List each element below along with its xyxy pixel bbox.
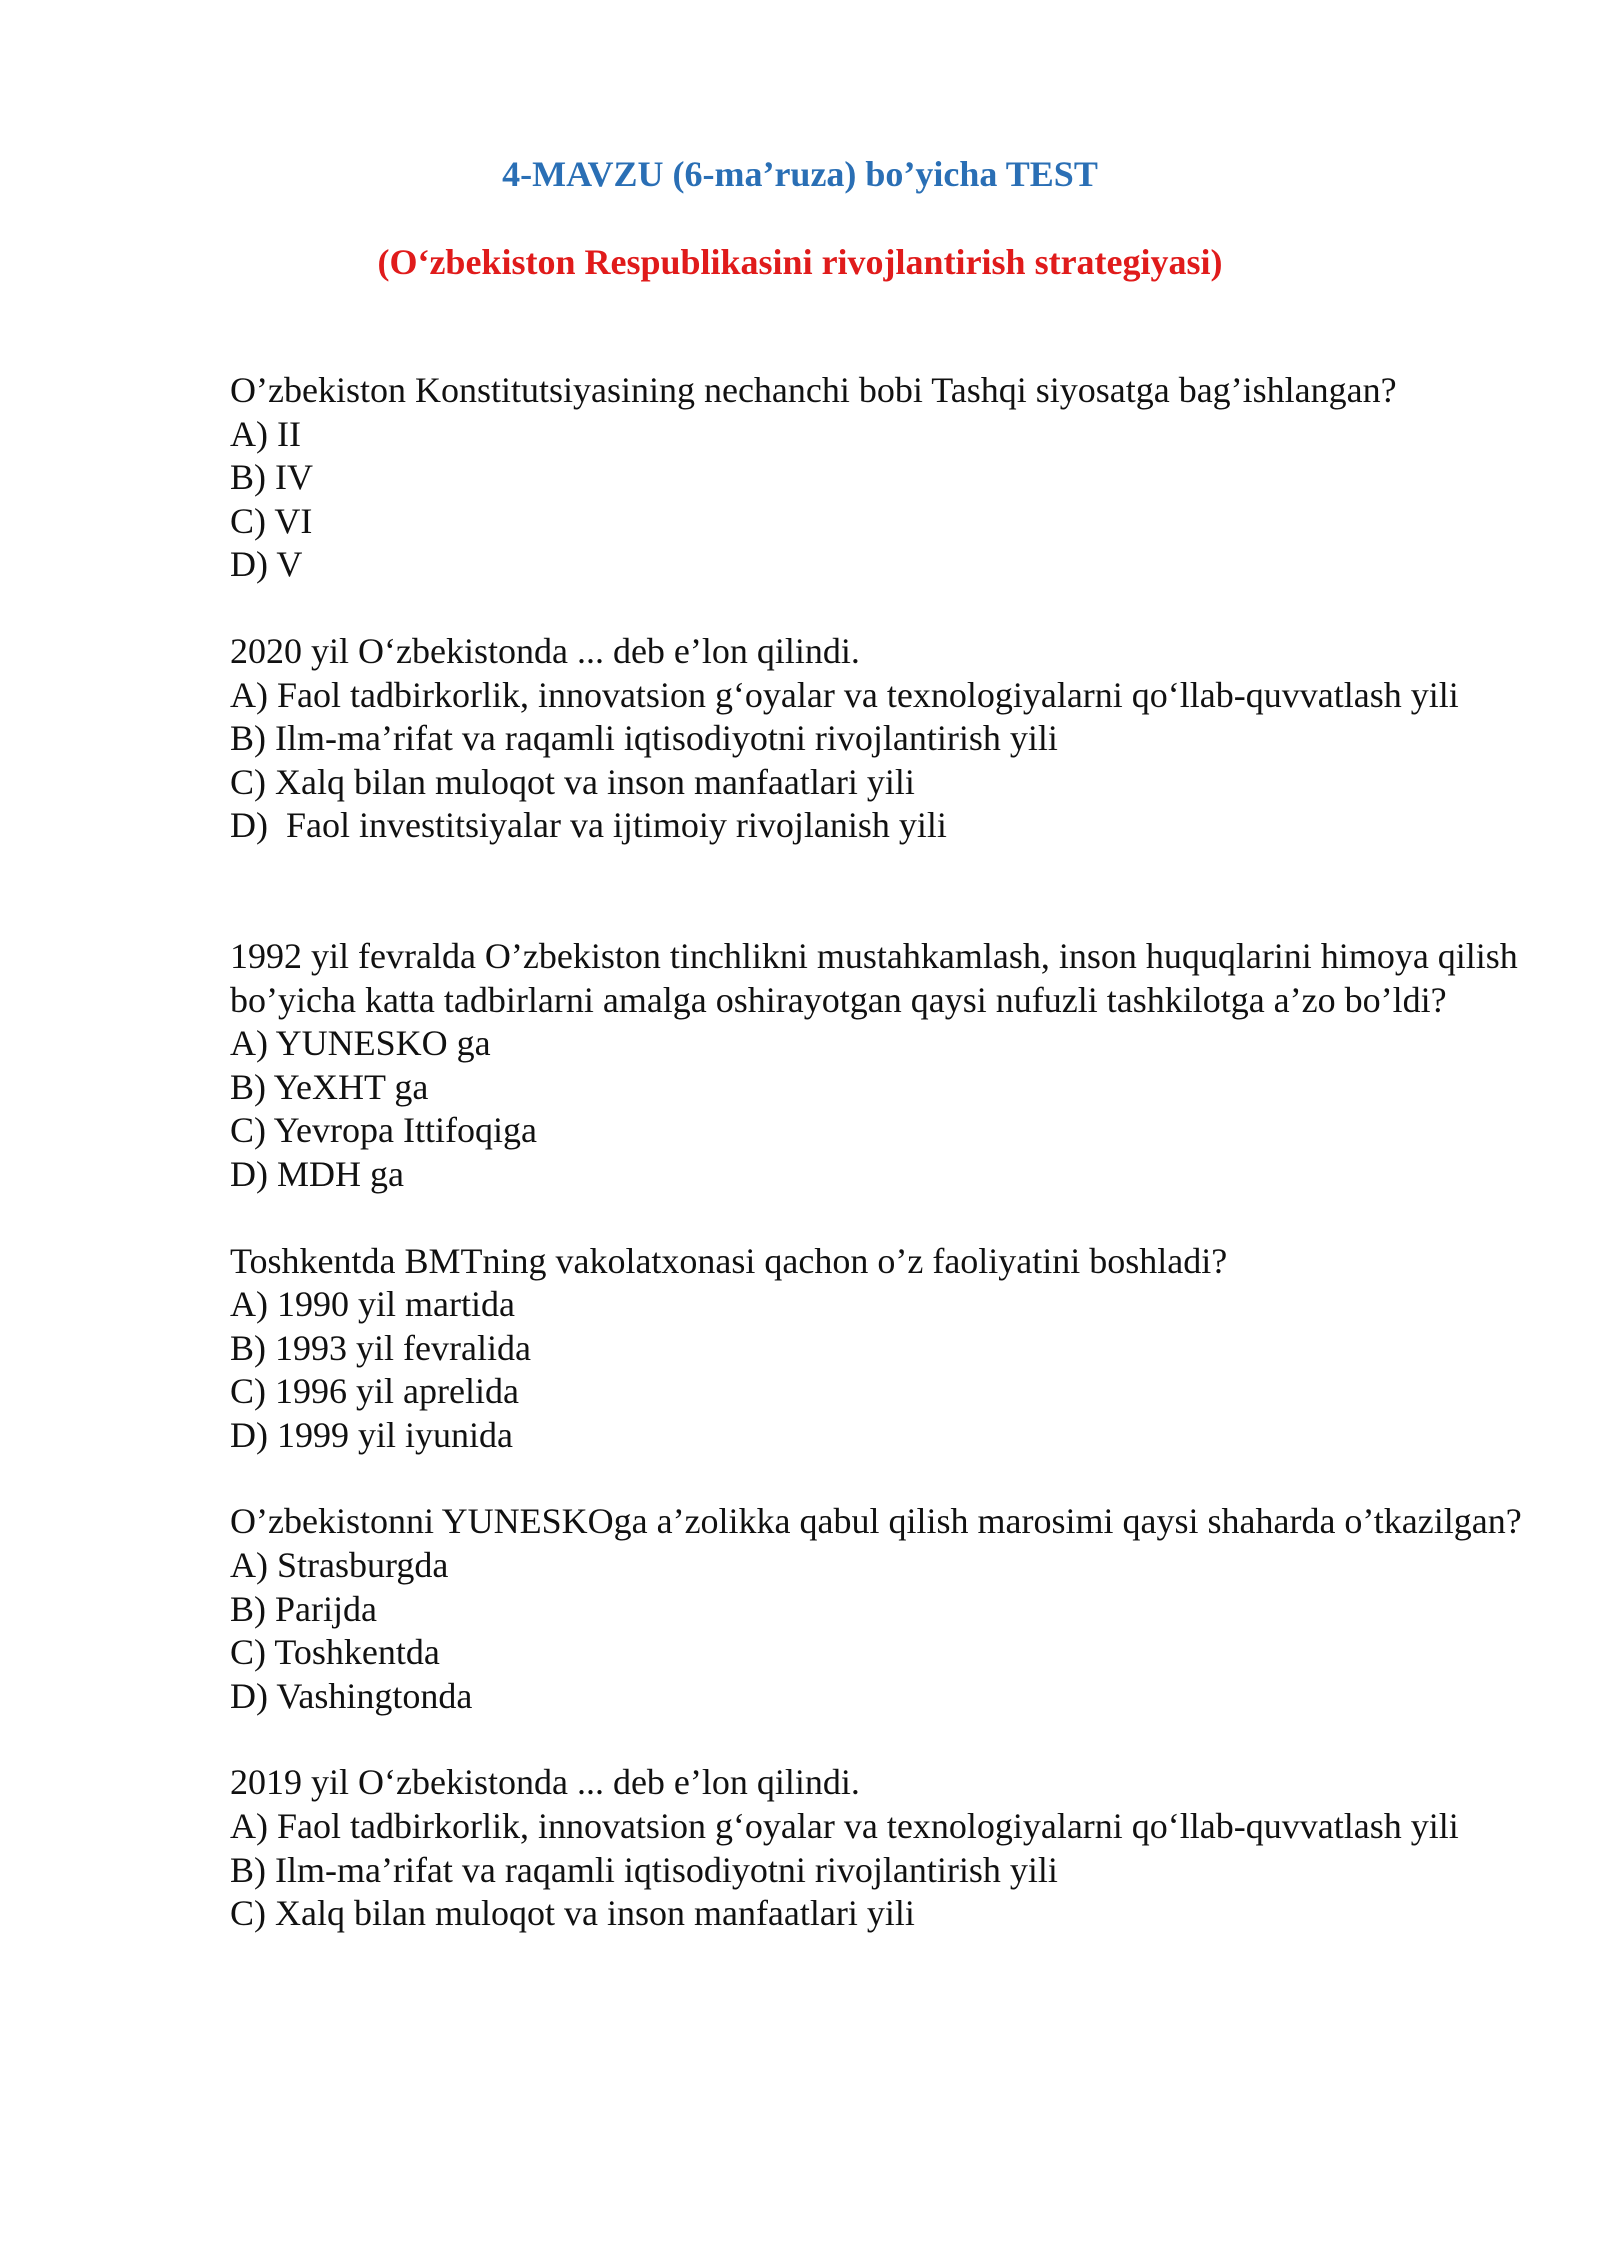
answer-option: D) 1999 yil iyunida — [230, 1414, 513, 1455]
spacer — [230, 1718, 1530, 1761]
question-text: Toshkentda BMTning vakolatxonasi qachon o’z faoliyatini boshladi? — [230, 1240, 1228, 1281]
answer-option: A) 1990 yil martida — [230, 1284, 515, 1325]
answer-option: D) MDH ga — [230, 1153, 404, 1194]
answer-option: A) Faol tadbirkorlik, innovatsion g‘oyalar va texnologiyalarni qo‘llab-quvvatlash yili — [230, 1806, 1459, 1847]
page-title: 4-MAVZU (6-ma’ruza) bo’yicha TEST — [502, 154, 1098, 194]
question-4 — [230, 1240, 1530, 1458]
question-5 — [230, 1500, 1530, 1718]
answer-option: B) Ilm-ma’rifat va raqamli iqtisodiyotni rivojlantirish yili — [230, 718, 1058, 759]
answer-option: A) YUNESKO ga — [230, 1023, 491, 1064]
spacer — [230, 1457, 1530, 1500]
answer-option: D) Faol investitsiyalar va ijtimoiy rivojlanish yili — [230, 805, 947, 846]
answer-option: B) IV — [230, 457, 313, 498]
answer-option: C) 1996 yil aprelida — [230, 1371, 519, 1412]
answer-option: A) Strasburgda — [230, 1545, 449, 1586]
answer-option: B) Ilm-ma’rifat va raqamli iqtisodiyotni rivojlantirish yili — [230, 1849, 1058, 1890]
question-text: 1992 yil fevralda O’zbekiston tinchlikni mustahkamlash, inson huquqlarini himoya qilish bo’yicha katta tadbirlarni amalga oshirayotgan qaysi nufuzli tashkilotga a’zo bo’ldi? — [230, 935, 1527, 1020]
question-text: O’zbekistonni YUNESKOga a’zolikka qabul qilish marosimi qaysi shaharda o’tkazilgan? — [230, 1501, 1522, 1542]
answer-option: B) 1993 yil fevralida — [230, 1327, 531, 1368]
answer-option: C) Toshkentda — [230, 1632, 440, 1673]
question-text: O’zbekiston Konstitutsiyasining nechanchi bobi Tashqi siyosatga bag’ishlangan? — [230, 370, 1397, 410]
answer-option: A) Faol tadbirkorlik, innovatsion g‘oyalar va texnologiyalarni qo‘llab-quvvatlash yili — [230, 674, 1459, 715]
question-text: 2019 yil O‘zbekistonda ... deb e’lon qilindi. — [230, 1762, 860, 1803]
answer-option: A) II — [230, 413, 301, 454]
answer-option: C) Xalq bilan muloqot va inson manfaatlari yili — [230, 1893, 915, 1934]
question-2 — [230, 630, 1530, 848]
answer-option: D) V — [230, 544, 303, 585]
answer-option: C) Yevropa Ittifoqiga — [230, 1110, 537, 1151]
answer-option: B) YeXHT ga — [230, 1066, 429, 1107]
spacer — [230, 587, 1530, 630]
answer-option: B) Parijda — [230, 1588, 377, 1629]
spacer — [230, 1197, 1530, 1240]
answer-option: C) Xalq bilan muloqot va inson manfaatlari yili — [230, 761, 915, 802]
spacer — [230, 848, 1530, 935]
answer-option: C) VI — [230, 500, 313, 541]
question-1 — [230, 369, 1530, 587]
page-subtitle: (O‘zbekiston Respublikasini rivojlantirish strategiyasi) — [377, 242, 1223, 282]
question-6 — [230, 1761, 1530, 1935]
answer-option: D) Vashingtonda — [230, 1675, 473, 1716]
question-list — [230, 369, 1530, 1936]
question-text: 2020 yil O‘zbekistonda ... deb e’lon qilindi. — [230, 630, 860, 671]
question-3 — [230, 935, 1530, 1197]
